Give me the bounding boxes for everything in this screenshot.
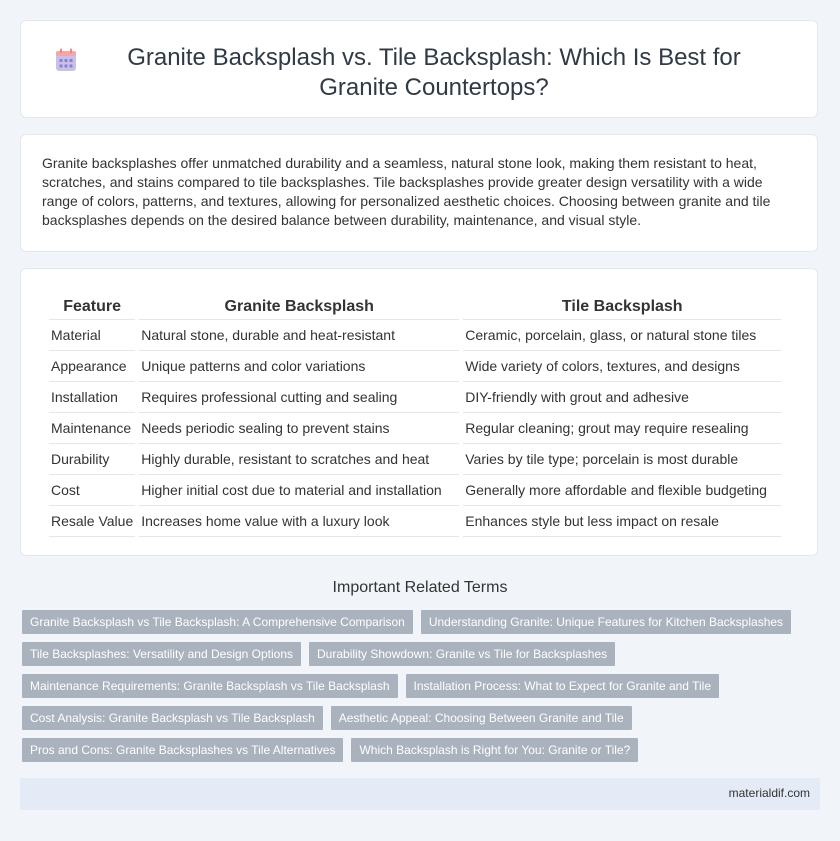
related-term-link[interactable]: Aesthetic Appeal: Choosing Between Granite and Tile <box>331 706 632 730</box>
footer-site-link[interactable]: materialdif.com <box>728 786 810 800</box>
granite-cell: Higher initial cost due to material and installation <box>139 475 459 506</box>
tile-cell: Regular cleaning; grout may require resealing <box>463 413 781 444</box>
tile-cell: Generally more affordable and flexible budgeting <box>463 475 781 506</box>
related-term-link[interactable]: Understanding Granite: Unique Features for Kitchen Backsplashes <box>421 610 791 634</box>
column-header-feature: Feature <box>49 295 135 320</box>
feature-cell: Cost <box>49 475 135 506</box>
related-term-link[interactable]: Maintenance Requirements: Granite Backsplash vs Tile Backsplash <box>22 674 398 698</box>
column-header-tile: Tile Backsplash <box>463 295 781 320</box>
related-term-link[interactable]: Which Backsplash is Right for You: Granite or Tile? <box>351 738 638 762</box>
related-term-link[interactable]: Granite Backsplash vs Tile Backsplash: A Comprehensive Comparison <box>22 610 413 634</box>
granite-cell: Increases home value with a luxury look <box>139 506 459 537</box>
related-terms-heading: Important Related Terms <box>332 579 508 596</box>
feature-cell: Appearance <box>49 351 135 382</box>
granite-cell: Needs periodic sealing to prevent stains <box>139 413 459 444</box>
tile-cell: Wide variety of colors, textures, and designs <box>463 351 781 382</box>
related-term-link[interactable]: Pros and Cons: Granite Backsplashes vs Tile Alternatives <box>22 738 343 762</box>
table-row <box>49 475 781 506</box>
tile-cell: Enhances style but less impact on resale <box>463 506 781 537</box>
comparison-table <box>45 295 785 537</box>
page-title: Granite Backsplash vs. Tile Backsplash: Which Is Best for Granite Countertops? <box>127 44 741 101</box>
feature-cell: Durability <box>49 444 135 475</box>
table-row <box>49 413 781 444</box>
table-header-row <box>49 295 781 320</box>
related-term-link[interactable]: Durability Showdown: Granite vs Tile for Backsplashes <box>309 642 615 666</box>
related-term-link[interactable]: Cost Analysis: Granite Backsplash vs Tile Backsplash <box>22 706 323 730</box>
tile-cell: DIY-friendly with grout and adhesive <box>463 382 781 413</box>
comparison-card <box>20 268 818 556</box>
intro-card <box>20 134 818 252</box>
table-row <box>49 351 781 382</box>
table-row <box>49 320 781 351</box>
feature-cell: Material <box>49 320 135 351</box>
related-term-link[interactable]: Installation Process: What to Expect for Granite and Tile <box>406 674 719 698</box>
feature-cell: Resale Value <box>49 506 135 537</box>
page-title-row <box>21 43 817 103</box>
intro-paragraph: Granite backsplashes offer unmatched durability and a seamless, natural stone look, making them resistant to heat, scratches, and stains compared to tile backsplashes. Tile backsplashes provide greater design versatility with a wide range of colors, patterns, and textures, allowing for personalized aesthetic choices. Choosing between granite and tile backsplashes depends on the desired balance between durability, maintenance, and visual style. <box>42 155 771 228</box>
table-row <box>49 382 781 413</box>
related-terms-list <box>22 610 802 762</box>
table-row <box>49 506 781 537</box>
title-card <box>20 20 818 118</box>
granite-cell: Unique patterns and color variations <box>139 351 459 382</box>
feature-cell: Maintenance <box>49 413 135 444</box>
related-term-link[interactable]: Tile Backsplashes: Versatility and Design Options <box>22 642 301 666</box>
feature-cell: Installation <box>49 382 135 413</box>
tile-cell: Varies by tile type; porcelain is most durable <box>463 444 781 475</box>
column-header-granite: Granite Backsplash <box>139 295 459 320</box>
granite-cell: Natural stone, durable and heat-resistant <box>139 320 459 351</box>
granite-cell: Requires professional cutting and sealing <box>139 382 459 413</box>
table-row <box>49 444 781 475</box>
granite-cell: Highly durable, resistant to scratches and heat <box>139 444 459 475</box>
tile-cell: Ceramic, porcelain, glass, or natural stone tiles <box>463 320 781 351</box>
footer <box>20 778 820 810</box>
